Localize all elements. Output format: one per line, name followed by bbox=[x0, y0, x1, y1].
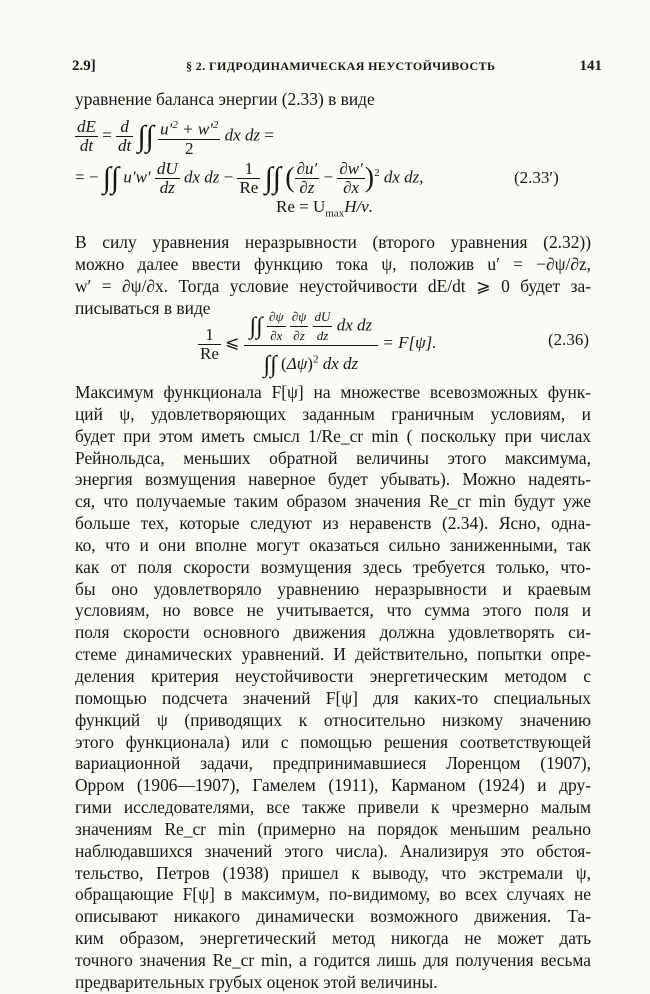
text-line: описывают никакого динамически возможного движения. Та- bbox=[75, 906, 591, 927]
text-line: гими исследователями, все также привели к чрезмерно малым bbox=[75, 797, 591, 818]
running-header bbox=[72, 58, 602, 80]
text-line: бы оно удовлетворяло уравнению неразрывности и краевым bbox=[75, 578, 591, 599]
text-line: Орром (1906—1907), Гамелем (1911), Карманом (1924) и дру- bbox=[75, 775, 591, 796]
text-line: В силу уравнения неразрывности (второго уравнения (2.32)) bbox=[75, 232, 591, 252]
text-line: w′ = ∂ψ/∂x. Тогда условие неустойчивости dE/dt ⩾ 0 будет за- bbox=[75, 275, 591, 296]
intro-line: уравнение баланса энергии (2.33) в виде bbox=[75, 89, 375, 109]
paragraph-energy-method bbox=[75, 382, 591, 994]
text-line: точного значения Re_cr min, а годится лишь для получения весьма bbox=[75, 949, 591, 970]
chapter-title: § 2. ГИДРОДИНАМИЧЕСКАЯ НЕУСТОЙЧИВОСТЬ bbox=[186, 59, 496, 73]
text-line: предварительных грубых оценок этой величины. bbox=[75, 971, 438, 992]
text-line: деления критерия неустойчивости энергетическим методом с bbox=[75, 665, 591, 686]
text-line: Рейнольдса, меньших обратной величины этого максимума, bbox=[75, 447, 591, 468]
text-line: функций ψ (приводящих к относительно низкому значению bbox=[75, 709, 591, 730]
text-line: наблюдавшихся значений этого числа). Анализируя это обстоя- bbox=[75, 840, 591, 861]
equation-2-33-line1: $\frac{dE}{dt}$ = $\frac{d}{dt}$ ∫∫ $\frac{u'^2 + w'^2}{2}$ dx dz = bbox=[77, 117, 274, 158]
text-line: поля скорости основного движения должна удовлетворять си- bbox=[75, 622, 591, 643]
reynolds-definition: $Re = U_{max}H/\nu$. bbox=[276, 197, 373, 220]
text-line: Максимум функционала F[ψ] на множестве всевозможных функ- bbox=[75, 382, 591, 402]
text-line: помощью подсчета значений F[ψ] для каких-то специальных bbox=[75, 687, 591, 708]
text-line: будет при этом иметь смысл 1/Re_cr min ( поскольку при числах bbox=[75, 425, 591, 446]
text-line: ко, что и они вполне могут оказаться сильно заниженными, так bbox=[75, 534, 591, 555]
text-line: тельство, Петров (1938) пришел к выводу, что экстремали ψ, bbox=[75, 862, 591, 883]
section-ref: 2.9] bbox=[72, 58, 96, 74]
text-line: ся, что получаемые таким образом значения Re_cr min будут уже bbox=[75, 491, 591, 512]
text-line: больше тех, которые следуют из неравенств (2.34). Ясно, одна- bbox=[75, 513, 591, 534]
text-line: вариационной задачи, предпринимавшиеся Лоренцом (1907), bbox=[75, 753, 591, 774]
equation-2-33-line2: = − ∫∫ u′w′ $\frac{dU}{dz}$ dx dz − $\frac{1}{Re}$ ∫∫ ( $\frac{\partial u'}{\partial z}$ − $\frac{\partial w'}{\partial x}$ )$^2$ dx dz, bbox=[75, 159, 424, 197]
paragraph-stream-function bbox=[75, 232, 591, 319]
text-line: можно далее ввести функцию тока ψ, положив u′ = −∂ψ/∂z, bbox=[75, 253, 591, 274]
text-line: условиям, но вовсе не учитывается, что сумма этого поля и bbox=[75, 600, 591, 621]
text-line: этого функционала) или с помощью решения соответствующей bbox=[75, 731, 591, 752]
text-line: стеме динамических уравнений. И действительно, попытки опре- bbox=[75, 644, 591, 665]
text-line: как от поля скорости возмущения здесь требуется только, что- bbox=[75, 556, 591, 577]
equation-number-2-36: (2.36) bbox=[548, 330, 590, 349]
page-number: 141 bbox=[579, 58, 602, 74]
text-line: энергия возмущения наверное будет убывать). Можно надеять- bbox=[75, 469, 591, 490]
equation-2-36: $\frac{1}{Re}$ ⩽ ∫∫ $\frac{\partial\psi}{\partial x}$ $\frac{\partial\psi}{\partial z}$ $\frac{dU}{dz}$ dx dz ∫∫ $(\Delta\psi)^2$ dx dz = F[ψ]. bbox=[200, 309, 437, 378]
text-line: обращающие F[ψ] в максимум, по-видимому, во всех случаях не bbox=[75, 884, 591, 905]
text-line: значениям Re_cr min (примерно на порядок меньшим реально bbox=[75, 818, 591, 839]
text-line: писываться в виде bbox=[75, 297, 211, 318]
text-line: ций ψ, удовлетворяющих заданным граничным условиям, и bbox=[75, 403, 591, 424]
equation-number-2-33: (2.33′) bbox=[514, 168, 559, 187]
text-line: ким образом, энергетический метод никогда не может дать bbox=[75, 928, 591, 949]
